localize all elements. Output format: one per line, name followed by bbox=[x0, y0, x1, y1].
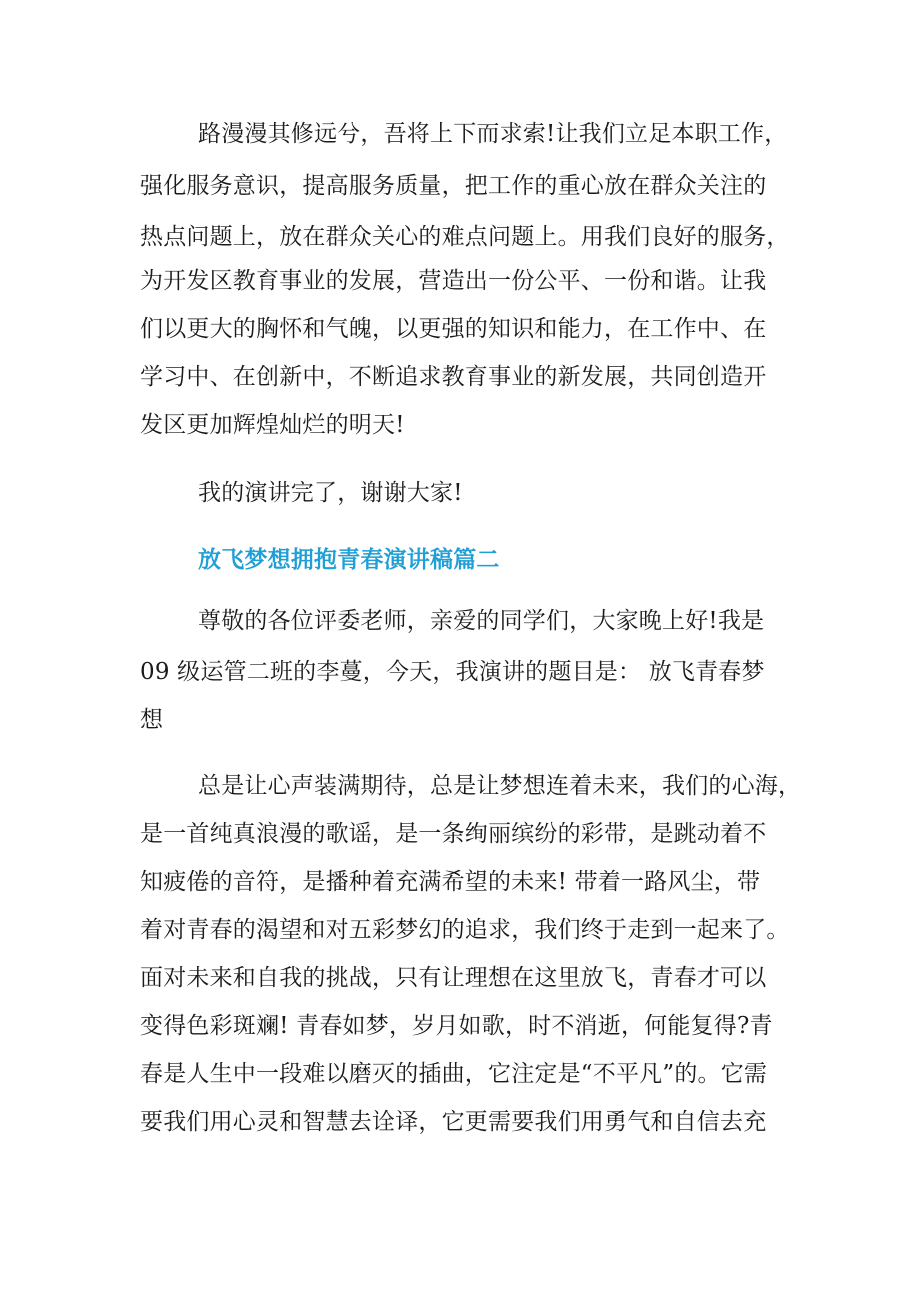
paragraph-4-line: 春是人生中一段难以磨灭的插曲，它注定是“不平凡”的。它需 bbox=[140, 1061, 768, 1087]
paragraph-4-line: 是一首纯真浪漫的歌谣，是一条绚丽缤纷的彩带，是跳动着不 bbox=[140, 821, 767, 847]
closing-line: 我的演讲完了，谢谢大家! bbox=[198, 480, 463, 506]
paragraph-1-line: 学习中、在创新中，不断追求教育事业的新发展，共同创造开 bbox=[140, 364, 767, 390]
paragraph-4-line: 知疲倦的音符，是播种着充满希望的未来! 带着一路风尘，带 bbox=[140, 869, 761, 895]
paragraph-3-line: 尊敬的各位评委老师，亲爱的同学们，大家晚上好!我是 bbox=[198, 608, 765, 634]
paragraph-1-line: 为开发区教育事业的发展，营造出一份公平、一份和谐。让我 bbox=[140, 268, 767, 294]
paragraph-1-line: 路漫漫其修远兮，吾将上下而求索!让我们立足本职工作， bbox=[198, 121, 788, 147]
paragraph-1-line: 强化服务意识，提高服务质量，把工作的重心放在群众关注的 bbox=[140, 173, 767, 199]
paragraph-4-line: 面对未来和自我的挑战，只有让理想在这里放飞，青春才可以 bbox=[140, 965, 767, 991]
paragraph-1-line: 们以更大的胸怀和气魄，以更强的知识和能力，在工作中、在 bbox=[140, 316, 767, 342]
section-heading: 放飞梦想拥抱青春演讲稿篇二 bbox=[198, 546, 500, 573]
paragraph-1-line: 发区更加辉煌灿烂的明天! bbox=[140, 412, 405, 438]
paragraph-3-line: 想 bbox=[140, 707, 164, 733]
paragraph-4-line: 变得色彩斑斓! 青春如梦，岁月如歌，时不消逝，何能复得?青 bbox=[140, 1013, 773, 1039]
paragraph-1-line: 热点问题上，放在群众关心的难点问题上。用我们良好的服务， bbox=[140, 224, 790, 250]
paragraph-3-line: 09 级运管二班的李蔓，今天，我演讲的题目是： 放飞青春梦 bbox=[140, 659, 765, 685]
paragraph-4-line: 要我们用心灵和智慧去诠译，它更需要我们用勇气和自信去充 bbox=[140, 1109, 767, 1135]
paragraph-4-line: 总是让心声装满期待，总是让梦想连着未来，我们的心海， bbox=[198, 773, 802, 799]
paragraph-4-line: 着对青春的渴望和对五彩梦幻的追求，我们终于走到一起来了。 bbox=[140, 917, 790, 943]
